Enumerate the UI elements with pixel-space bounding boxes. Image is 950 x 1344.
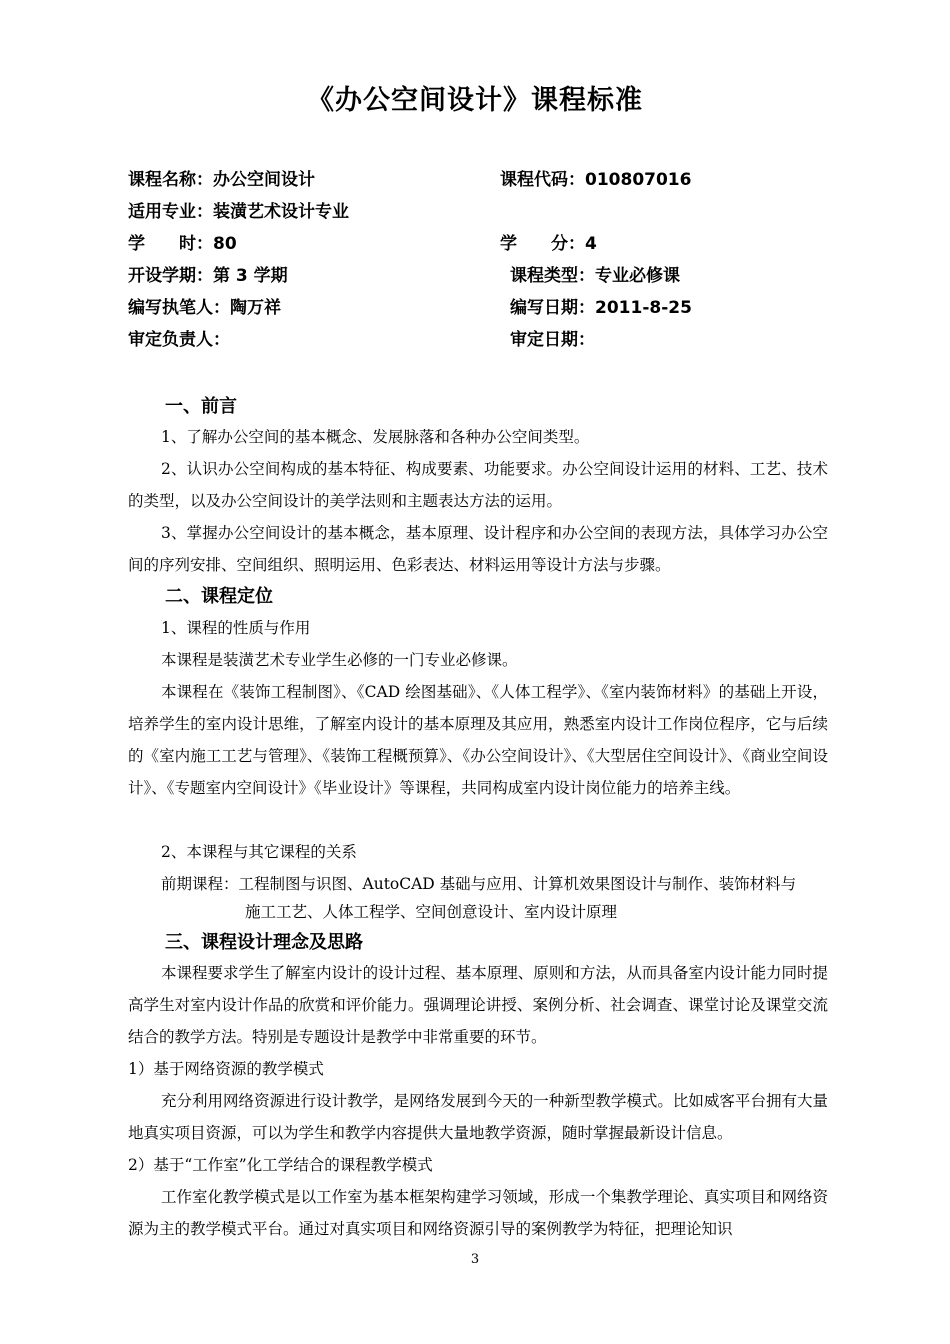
credits-row <box>500 229 597 254</box>
major-label: 适用专业： <box>128 202 213 222</box>
course-code-row <box>500 165 691 190</box>
course-code-value: 010807016 <box>585 170 692 190</box>
hours-value: 80 <box>213 234 237 254</box>
write-date-row <box>510 293 692 318</box>
author-row <box>128 293 281 318</box>
reviewer-label: 审定负责人： <box>128 330 230 350</box>
prerequisite-label: 前期课程： <box>161 875 239 893</box>
section-3-heading: 三、课程设计理念及思路 <box>165 932 363 953</box>
credits-value: 4 <box>585 234 597 254</box>
section-1-heading: 一、前言 <box>165 396 237 417</box>
write-date-value: 2011-8-25 <box>595 298 692 318</box>
prerequisite-row <box>161 872 796 894</box>
section-3-paragraph-1: 本课程要求学生了解室内设计的设计过程、基本原理、原则和方法，从而具备室内设计能力同时提高学生对室内设计作品的欣赏和评价能力。强调理论讲授、案例分析、社会调查、课堂讨论及课堂交流结合的教学方法。特别是专题设计是教学中非常重要的环节。 <box>128 964 828 1046</box>
review-date-row <box>510 325 595 350</box>
hours-row <box>128 229 237 254</box>
section-3-paragraph-3: 工作室化教学模式是以工作室为基本框架构建学习领域，形成一个集教学理论、真实项目和网络资源为主的教学模式平台。通过对真实项目和网络资源引导的案例教学为特征，把理论知识 <box>128 1188 828 1238</box>
section-3-subheading-1: 1）基于网络资源的教学模式 <box>128 1060 324 1078</box>
section-1-paragraph-1: 1、了解办公空间的基本概念、发展脉落和各种办公空间类型。 <box>161 428 590 446</box>
hours-label: 学 时： <box>128 234 213 254</box>
page-number: 3 <box>470 1252 480 1267</box>
semester-row <box>128 261 288 286</box>
section-3-subheading-2: 2）基于“工作室”化工学结合的课程教学模式 <box>128 1156 433 1174</box>
prerequisite-line-1: 工程制图与识图、AutoCAD 基础与应用、计算机效果图设计与制作、装饰材料与 <box>238 875 797 893</box>
semester-value: 第 3 学期 <box>213 266 288 286</box>
section-1-paragraph-2: 2、认识办公空间构成的基本特征、构成要素、功能要求。办公空间设计运用的材料、工艺、技术的类型，以及办公空间设计的美学法则和主题表达方法的运用。 <box>128 460 828 510</box>
semester-label: 开设学期： <box>128 266 213 286</box>
write-date-label: 编写日期： <box>510 298 595 318</box>
section-2-subheading-1: 1、课程的性质与作用 <box>161 619 311 637</box>
course-type-label: 课程类型： <box>510 266 595 286</box>
review-date-label: 审定日期： <box>510 330 595 350</box>
prerequisite-line-2: 施工工艺、人体工程学、空间创意设计、室内设计原理 <box>245 903 618 921</box>
section-2-subheading-2: 2、本课程与其它课程的关系 <box>161 843 357 861</box>
author-label: 编写执笔人： <box>128 298 230 318</box>
section-2-heading: 二、课程定位 <box>165 586 273 607</box>
course-name-value: 办公空间设计 <box>213 170 315 190</box>
major-row <box>128 197 349 222</box>
section-3-paragraph-2: 充分利用网络资源进行设计教学，是网络发展到今天的一种新型教学模式。比如威客平台拥有大量地真实项目资源，可以为学生和教学内容提供大量地教学资源，随时掌握最新设计信息。 <box>128 1092 828 1142</box>
course-type-row <box>510 261 680 286</box>
reviewer-row <box>128 325 230 350</box>
section-2-paragraph-2: 本课程在《装饰工程制图》、《CAD 绘图基础》、《人体工程学》、《室内装饰材料》的基础上开设，培养学生的室内设计思维，了解室内设计的基本原理及其应用，熟悉室内设计工作岗位程序，它与后续的《室内施工工艺与管理》、《装饰工程概预算》、《办公空间设计》、《大型居住空间设计》、《商业空间设计》、《专题室内空间设计》《毕业设计》等课程，共同构成室内设计岗位能力的培养主线。 <box>128 683 828 797</box>
course-name-label: 课程名称： <box>128 170 213 190</box>
major-value: 装潢艺术设计专业 <box>213 202 349 222</box>
section-1-paragraph-3: 3、掌握办公空间设计的基本概念，基本原理、设计程序和办公空间的表现方法，具体学习办公空间的序列安排、空间组织、照明运用、色彩表达、材料运用等设计方法与步骤。 <box>128 524 828 574</box>
author-value: 陶万祥 <box>230 298 281 318</box>
course-name-row <box>128 165 315 190</box>
course-type-value: 专业必修课 <box>595 266 680 286</box>
course-code-label: 课程代码： <box>500 170 585 190</box>
section-2-paragraph-1: 本课程是装潢艺术专业学生必修的一门专业必修课。 <box>161 651 518 669</box>
credits-label: 学 分： <box>500 234 585 254</box>
document-title: 《办公空间设计》课程标准 <box>307 85 643 116</box>
